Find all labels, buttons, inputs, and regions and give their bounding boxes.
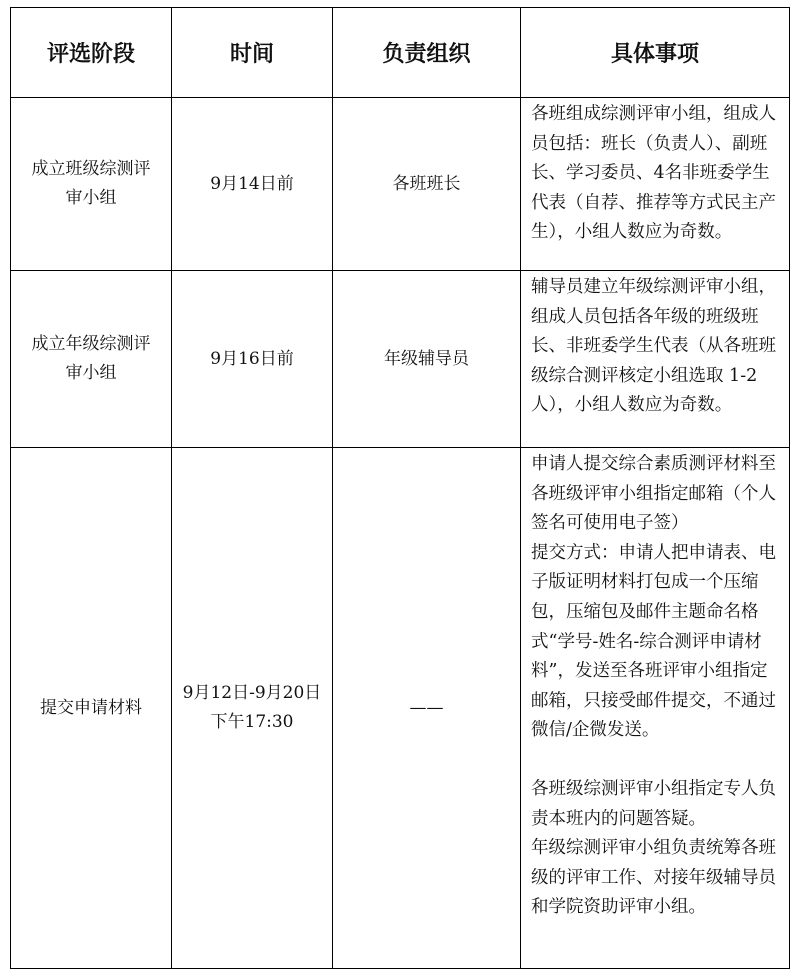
details-cell xyxy=(521,98,790,271)
stage-cell xyxy=(11,271,172,448)
stage-cell xyxy=(11,98,172,271)
header-details: 具体事项 xyxy=(521,8,790,98)
selection-schedule-table xyxy=(10,7,790,969)
time-cell xyxy=(172,98,333,271)
stage-text: 提交申请材料 xyxy=(40,697,142,718)
details-paragraph: 辅导员建立年级综测评审小组，组成人员包括各年级的班级班长、非班委学生代表（从各班班级综合测评核定小组选取 1-2 人），小组人数应为奇数。 xyxy=(531,277,776,416)
header-org: 负责组织 xyxy=(333,8,521,98)
table-row xyxy=(11,271,790,448)
time-cell xyxy=(172,271,333,448)
details-paragraph: 各班组成综测评审小组，组成人员包括：班长（负责人）、副班长、学习委员、4名非班委学生代表（自荐、推荐等方式民主产生），小组人数应为奇数。 xyxy=(531,104,776,243)
details-cell xyxy=(521,271,790,448)
header-time: 时间 xyxy=(172,8,333,98)
stage-text: 成立班级综测评审小组 xyxy=(31,159,151,208)
stage-cell xyxy=(11,448,172,969)
org-cell: 年级辅导员 xyxy=(333,271,521,448)
org-cell: —— xyxy=(333,448,521,969)
details-paragraph: 申请人提交综合素质测评材料至各班级评审小组指定邮箱（个人签名可使用电子签） xyxy=(531,454,776,534)
details-paragraph: 年级综测评审小组负责统筹各班级的评审工作、对接年级辅导员和学院资助评审小组。 xyxy=(531,838,776,918)
details-cell xyxy=(521,448,790,969)
table-row xyxy=(11,448,790,969)
time-text: 9月16日前 xyxy=(210,348,294,369)
time-text: 9月14日前 xyxy=(210,173,294,194)
time-cell xyxy=(172,448,333,969)
details-paragraph: 各班级综测评审小组指定专人负责本班内的问题答疑。 xyxy=(531,778,776,829)
stage-text: 成立年级综测评审小组 xyxy=(31,334,151,383)
table-row xyxy=(11,98,790,271)
org-cell: 各班班长 xyxy=(333,98,521,271)
time-text: 9月12日-9月20日下午17:30 xyxy=(182,683,322,732)
details-paragraph: 提交方式：申请人把申请表、电子版证明材料打包成一个压缩包，压缩包及邮件主题命名格式“学号-姓名-综合测评申请材料”，发送至各班评审小组指定邮箱，只接受邮件提交，不通过微信/企微发送。 xyxy=(531,542,776,741)
header-row xyxy=(11,8,790,98)
header-stage: 评选阶段 xyxy=(11,8,172,98)
